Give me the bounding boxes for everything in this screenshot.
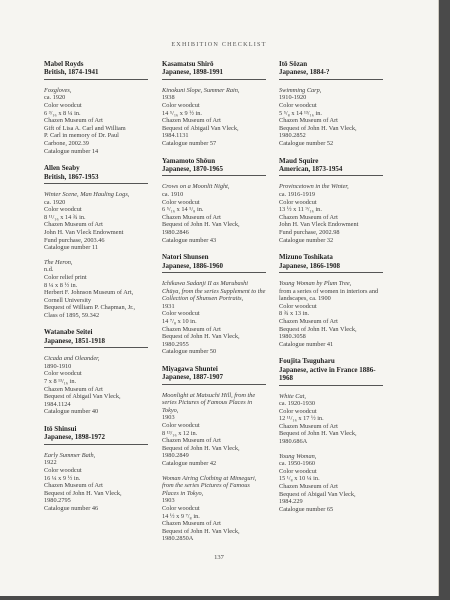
artwork-detail: John H. Van Vleck Endowment	[279, 221, 359, 229]
artwork-record	[162, 280, 266, 356]
artwork-detail: 1910-1920	[279, 94, 307, 102]
artwork-detail: 15 ¹/₈ x 10 ¼ in.	[279, 475, 320, 483]
divider-rule	[44, 183, 148, 184]
artwork-detail: Bequest of Abigail Van Vleck,	[162, 124, 239, 132]
artwork-detail: Bequest of Abigail Van Vleck,	[279, 490, 356, 498]
checklist-entry	[162, 253, 266, 356]
artwork-detail: 1980.2795	[44, 497, 71, 505]
artist-name: Miyagawa Shuntei	[162, 364, 218, 373]
artwork-record	[44, 452, 148, 513]
artwork-title: Kinokuni Slope, Summer Rain,	[162, 86, 240, 94]
artwork-detail: 1890-1910	[44, 362, 72, 370]
checklist-entry	[162, 365, 266, 543]
artwork-detail: 16 ¼ x 9 ½ in.	[44, 474, 81, 482]
artwork-detail: Catalogue number 41	[279, 340, 334, 348]
artwork-detail: ca. 1920	[44, 94, 66, 102]
artwork-detail: Color woodcut	[162, 310, 200, 318]
artwork-detail: Chazen Museum of Art	[279, 117, 338, 125]
artwork-detail: 5 ⁵/₈ x 14 ¹³/₁₆ in.	[279, 109, 322, 117]
artwork-detail: 8 ¹³/₁₆ x 12 in.	[162, 429, 198, 437]
page-number: 137	[214, 554, 224, 561]
artist-info: Japanese, 1884-?	[279, 68, 330, 77]
artwork-title: Winter Scene, Man Hauling Logs,	[44, 190, 130, 198]
artwork-record	[279, 393, 383, 446]
artwork-record	[279, 280, 383, 348]
artwork-detail: Color woodcut	[162, 505, 200, 512]
artwork-detail: 1980.2849	[162, 452, 189, 460]
artwork-detail: Fund purchase, 2002.98	[279, 228, 340, 236]
artwork-detail: 14 ⁷/₈ x 10 in.	[162, 317, 197, 325]
artwork-detail: Bequest of John H. Van Vleck,	[162, 221, 240, 229]
artwork-detail: Chazen Museum of Art	[44, 385, 103, 393]
artist-name: Mizuno Toshikata	[279, 253, 333, 262]
divider-rule	[279, 385, 383, 386]
artist-info: Japanese, 1870-1965	[162, 164, 224, 173]
artwork-detail: 1980.2955	[162, 340, 189, 348]
column-2	[162, 60, 266, 552]
artwork-detail: 1984.1131	[162, 132, 189, 140]
artwork-title: Moonlight at Matsuchi Hill, from the series Pictures of Famous Places in Tokyo,	[162, 391, 256, 414]
artwork-detail: ca. 1910	[162, 190, 184, 198]
artwork-detail: Chazen Museum of Art	[162, 325, 221, 333]
artist-info: British, 1867-1953	[44, 172, 99, 181]
artwork-detail: Catalogue number 42	[162, 460, 217, 468]
column-3	[279, 60, 383, 522]
artwork-detail: 6 ³/₁₆ x 8 ¼ in.	[44, 109, 81, 117]
checklist-entry	[279, 253, 383, 348]
artwork-title: White Cat,	[279, 392, 306, 400]
artist-name: Mabel Royds	[44, 60, 84, 68]
artwork-record	[162, 183, 266, 244]
artist-name: Foujita Tsuguharu	[279, 357, 335, 366]
artwork-record	[44, 191, 148, 252]
artwork-detail: 1922	[44, 459, 57, 467]
artist-name: Itō Shinsui	[44, 425, 77, 434]
artwork-detail: Catalogue number 43	[162, 236, 217, 244]
artwork-detail: Color woodcut	[162, 422, 200, 430]
artwork-detail: 14 ½ x 9 ⁷/₈ in.	[162, 512, 200, 520]
artwork-detail: Chazen Museum of Art	[44, 117, 103, 125]
artwork-detail: Class of 1895, 59.342	[44, 311, 100, 319]
artwork-title: Young Woman,	[279, 452, 317, 460]
artwork-detail: ca. 1950-1960	[279, 460, 316, 468]
artwork-detail: Gift of Lisa A. Carl and William	[44, 124, 126, 132]
artwork-record	[279, 453, 383, 514]
artwork-detail: 8 ¼ x 8 ½ in.	[44, 281, 78, 289]
artwork-detail: ca. 1916-1919	[279, 190, 316, 198]
artwork-detail: Bequest of John H. Van Vleck,	[279, 325, 357, 333]
artist-name: Watanabe Seitei	[44, 328, 93, 337]
artwork-detail: Carbone, 2002.39	[44, 139, 89, 147]
artist-name: Natori Shunsen	[162, 253, 209, 262]
artwork-detail: Color woodcut	[279, 467, 317, 475]
artwork-detail: 12 ¹¹/₁₆ x 17 ½ in.	[279, 415, 324, 423]
artwork-detail: 14 ⁵/₁₆ x 9 ½ in.	[162, 109, 202, 117]
artwork-detail: Bequest of John H. Van Vleck,	[162, 444, 240, 452]
artwork-detail: 13 ½ x 11 ⁹/₁₆ in.	[279, 206, 322, 214]
artwork-title: The Heron,	[44, 258, 73, 266]
artwork-detail: Color woodcut	[44, 370, 82, 378]
artwork-detail: Chazen Museum of Art	[162, 117, 221, 125]
artwork-detail: Catalogue number 11	[44, 244, 98, 252]
artwork-record	[44, 87, 148, 155]
artwork-detail: Color woodcut	[279, 407, 317, 415]
artwork-title: Swimming Carp,	[279, 86, 322, 94]
artwork-detail: Catalogue number 14	[44, 147, 99, 155]
artwork-detail: 1980.2850A	[162, 535, 194, 543]
artwork-detail: Catalogue number 52	[279, 139, 334, 147]
artwork-detail: Catalogue number 32	[279, 236, 334, 244]
artwork-detail: 1984.229	[279, 498, 303, 506]
page-header: EXHIBITION CHECKLIST	[171, 41, 267, 48]
divider-rule	[44, 79, 148, 80]
artwork-title: Crows on a Moonlit Night,	[162, 183, 230, 191]
artwork-detail: Bequest of John H. Van Vleck,	[162, 333, 240, 341]
artist-name: Yamamoto Shōun	[162, 156, 216, 165]
artwork-detail: Chazen Museum of Art	[162, 437, 221, 445]
artwork-detail: Color woodcut	[44, 102, 82, 109]
artwork-detail: Chazen Museum of Art	[279, 483, 338, 491]
artwork-detail: 7 x 8 ¹³/₁₆ in.	[44, 378, 77, 386]
artwork-detail: Bequest of John H. Van Vleck,	[162, 527, 240, 535]
artwork-record	[162, 87, 266, 148]
artwork-detail: 8 ¾ x 13 in.	[279, 310, 310, 318]
artwork-detail: ca. 1920-1930	[279, 400, 316, 408]
artwork-detail: Color woodcut	[44, 467, 82, 475]
artist-info: American, 1873-1954	[279, 164, 343, 173]
artwork-detail: Chazen Museum of Art	[44, 221, 103, 229]
artwork-detail: 1984.1124	[44, 400, 71, 408]
artwork-title: Young Woman by Plum Tree,	[279, 279, 352, 287]
artwork-detail: P. Carl in memory of Dr. Paul	[44, 132, 119, 140]
artwork-title: Early Summer Bath,	[44, 451, 96, 459]
artwork-detail: Catalogue number 65	[279, 505, 334, 513]
artist-info: Japanese, 1898-1972	[44, 433, 106, 442]
divider-rule	[279, 175, 383, 176]
artwork-record	[44, 259, 148, 320]
artwork-detail: Catalogue number 50	[162, 348, 217, 356]
divider-rule	[162, 272, 266, 273]
artwork-detail: Catalogue number 40	[44, 408, 99, 416]
artwork-detail: 6 ⁵/₁₆ x 14 ⁵/₈ in.	[162, 206, 204, 214]
artwork-detail: 1980.3058	[279, 333, 306, 341]
checklist-entry	[44, 425, 148, 513]
artwork-detail: Color woodcut	[162, 102, 200, 109]
artwork-detail: Herbert F. Johnson Museum of Art,	[44, 289, 134, 297]
artwork-detail: Color woodcut	[162, 198, 200, 206]
artwork-detail: Bequest of John H. Van Vleck,	[279, 124, 357, 132]
artwork-detail: Color woodcut	[44, 206, 82, 214]
artwork-detail: Chazen Museum of Art	[279, 422, 338, 430]
artist-info: British, 1874-1941	[44, 68, 99, 77]
artwork-detail: Fund purchase, 2003.46	[44, 236, 105, 244]
artwork-detail: 1938	[162, 94, 175, 102]
artwork-detail: from a series of women in interiors and landscapes, ca. 1900	[279, 287, 379, 303]
checklist-entry	[279, 357, 383, 513]
artwork-detail: 1903	[162, 414, 175, 422]
artwork-detail: Bequest of John H. Van Vleck,	[279, 430, 357, 438]
artwork-detail: 1980.686A	[279, 438, 308, 446]
artwork-detail: Color woodcut	[279, 302, 317, 310]
checklist-entry	[279, 60, 383, 148]
divider-rule	[44, 444, 148, 445]
artist-name: Kasamatsu Shirō	[162, 60, 214, 68]
artwork-detail: Chazen Museum of Art	[162, 520, 221, 528]
artwork-detail: 8 ¹¹/₁₆ x 14 ¾ in.	[44, 213, 86, 221]
artwork-detail: Bequest of William P. Chapman, Jr.,	[44, 304, 136, 312]
divider-rule	[279, 272, 383, 273]
checklist-entry	[44, 164, 148, 319]
checklist-entry	[162, 60, 266, 148]
artwork-title: Ichikawa Sadanji II as Marubashi Chūya, from the series Supplement to the Collection of Shunsen Portraits,	[162, 279, 266, 303]
divider-rule	[44, 347, 148, 348]
artwork-detail: Cornell University	[44, 296, 92, 304]
artwork-detail: Chazen Museum of Art	[279, 213, 338, 221]
column-1	[44, 60, 148, 522]
artwork-record	[279, 87, 383, 148]
divider-rule	[162, 175, 266, 176]
artwork-detail: Catalogue number 46	[44, 505, 99, 512]
artwork-detail: Chazen Museum of Art	[44, 482, 103, 490]
artwork-detail: Color woodcut	[279, 102, 317, 109]
artwork-detail: 1931	[162, 302, 175, 310]
artwork-record	[279, 183, 383, 244]
checklist-entry	[44, 60, 148, 155]
checklist-entry	[162, 157, 266, 245]
artwork-detail: Chazen Museum of Art	[162, 213, 221, 221]
artist-name: Maud Squire	[279, 156, 319, 165]
artist-info: Japanese, 1887-1907	[162, 373, 224, 382]
artwork-record	[44, 355, 148, 416]
artist-info: Japanese, 1898-1991	[162, 68, 224, 77]
artist-info: Japanese, 1851-1918	[44, 336, 106, 345]
artwork-title: Foxgloves,	[44, 86, 72, 94]
artwork-detail: John H. Van Vleck Endowment	[44, 228, 124, 236]
artwork-detail: n.d.	[44, 266, 54, 274]
artist-info: Japanese, 1886-1960	[162, 261, 224, 270]
artwork-detail: 1980.2852	[279, 132, 306, 140]
artist-name: Allen Seaby	[44, 164, 80, 173]
artwork-detail: ca. 1920	[44, 198, 66, 206]
artist-info: Japanese, 1866-1908	[279, 261, 341, 270]
artist-info: Japanese, active in France 1886-1968	[279, 365, 376, 383]
artwork-detail: 1903	[162, 497, 175, 505]
artwork-title: Provincetown in the Winter,	[279, 183, 349, 191]
divider-rule	[279, 79, 383, 80]
artwork-detail: Catalogue number 57	[162, 139, 217, 147]
artwork-title: Cicada and Oleander,	[44, 355, 100, 363]
artwork-detail: Chazen Museum of Art	[279, 317, 338, 325]
artwork-detail: Bequest of Abigail Van Vleck,	[44, 393, 121, 401]
artwork-record	[162, 475, 266, 543]
divider-rule	[162, 79, 266, 80]
artwork-record	[162, 392, 266, 468]
artwork-detail: Color relief print	[44, 273, 87, 281]
artist-name: Itō Sōzan	[279, 60, 308, 68]
checklist-entry	[279, 157, 383, 245]
artwork-title: Woman Airing Clothing at Mimeguri, from the series Pictures of Famous Places in Tokyo,	[162, 474, 257, 497]
artwork-detail: Bequest of John H. Van Vleck,	[44, 489, 122, 497]
artwork-detail: 1980.2846	[162, 228, 189, 236]
checklist-entry	[44, 328, 148, 416]
divider-rule	[162, 384, 266, 385]
artwork-detail: Color woodcut	[279, 198, 317, 206]
